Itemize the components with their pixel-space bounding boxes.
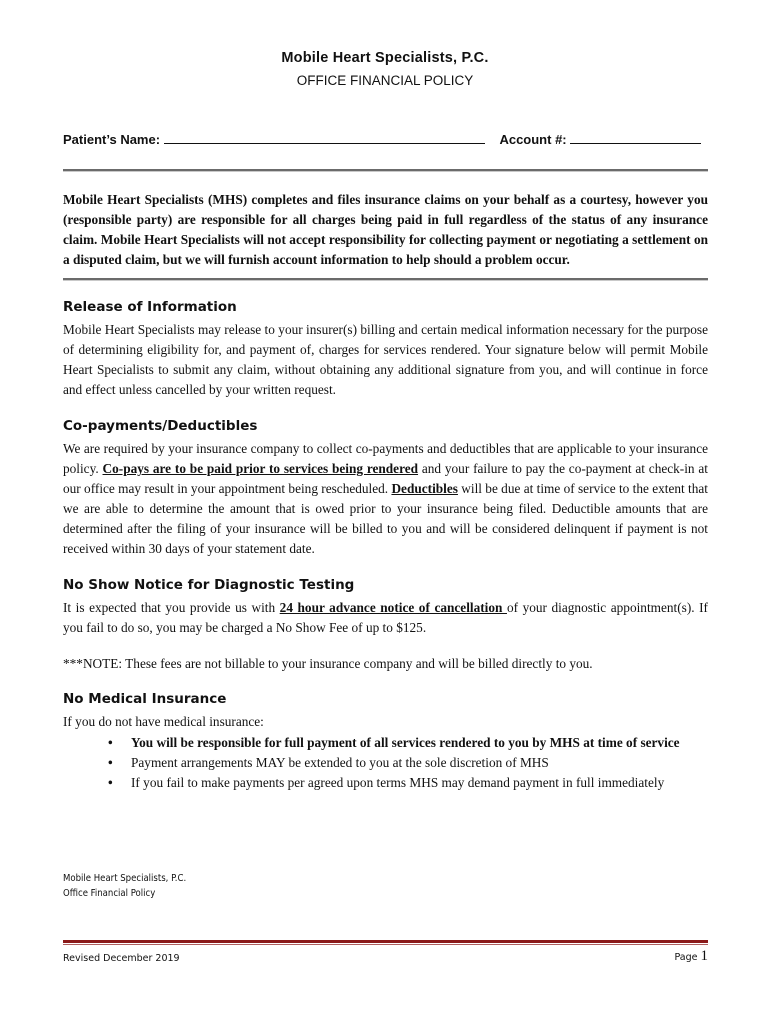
copay-text-1: We are required by your insurance company to collect co-payments and deductibles that are applicable to your insurance policy. [63,441,708,476]
policy-title: OFFICE FINANCIAL POLICY [296,73,474,88]
list-item: • If you fail to make payments per agreed upon terms MHS may demand payment in full immediately [63,773,708,793]
account-number-label: Account #: [499,132,567,147]
copay-text-2: and your failure to pay the co-payment at check-in at our office may result in your appointment being rescheduled. [63,461,708,496]
footer-rule [63,940,708,943]
footer-policy: Office Financial Policy [63,888,156,899]
page-number-value: 1 [700,948,708,964]
nomedical-list [63,733,708,793]
divider-top [63,169,708,172]
deductibles-emphasis: Deductibles [391,481,458,496]
release-heading: Release of Information [63,299,237,315]
patient-name-blank[interactable] [164,132,485,144]
release-paragraph: Mobile Heart Specialists may release to your insurer(s) billing and certain medical information necessary for the purpose of determining eligibility for, and payment of, charges for services rendered. Your signature below will permit Mobile Heart Specialists to submit any claim, without obtaining any additional signature from you, and will continue in force and effect unless cancelled by your written request. [63,322,708,397]
patient-name-label: Patient’s Name: [63,132,161,147]
noshow-emphasis: 24 hour advance notice of cancellation [279,600,507,615]
nomedical-intro: If you do not have medical insurance: [63,714,264,729]
intro-paragraph: Mobile Heart Specialists (MHS) completes and files insurance claims on your behalf as a courtesy, however you (responsible party) are responsible for all charges being paid in full regardless of the status of any insurance claim. Mobile Heart Specialists will not accept responsibility for collecting payment or negotiating a settlement on a disputed claim, but we will furnish account information to help should a problem occur. [63,192,708,267]
noshow-note: ***NOTE: These fees are not billable to your insurance company and will be billed directly to you. [63,656,593,671]
revised-date: Revised December 2019 [63,953,180,964]
footer-company: Mobile Heart Specialists, P.C. [63,873,187,884]
nomedical-heading: No Medical Insurance [63,691,227,707]
noshow-heading: No Show Notice for Diagnostic Testing [63,577,355,593]
noshow-paragraph [63,598,708,638]
page-number [674,948,708,965]
copay-paragraph [63,439,708,559]
copay-heading: Co-payments/Deductibles [63,418,258,434]
footer-rule-thin [63,944,708,945]
page-label: Page [674,952,698,963]
company-title: Mobile Heart Specialists, P.C. [281,50,489,66]
copay-emphasis: Co-pays are to be paid prior to services being rendered [102,461,419,476]
noshow-text-2: of your diagnostic appointment(s). If you fail to do so, you may be charged a No Show Fee of up to $125. [63,600,708,635]
noshow-text-1: It is expected that you provide us with [63,600,280,615]
divider-intro [63,278,708,281]
account-number-blank[interactable] [570,132,701,144]
copay-text-3: will be due at time of service to the extent that we are able to determine the amount that is owed prior to your insurance being filed. Deductible amounts that are determined after the filing of your insurance will be billed to you and will be considered delinquent if payment is not received within 30 days of your statement date. [63,481,708,556]
list-item: • You will be responsible for full payment of all services rendered to you by MHS at time of service [63,733,708,753]
list-item: • Payment arrangements MAY be extended to you at the sole discretion of MHS [63,753,708,773]
patient-info-fields [63,132,708,147]
